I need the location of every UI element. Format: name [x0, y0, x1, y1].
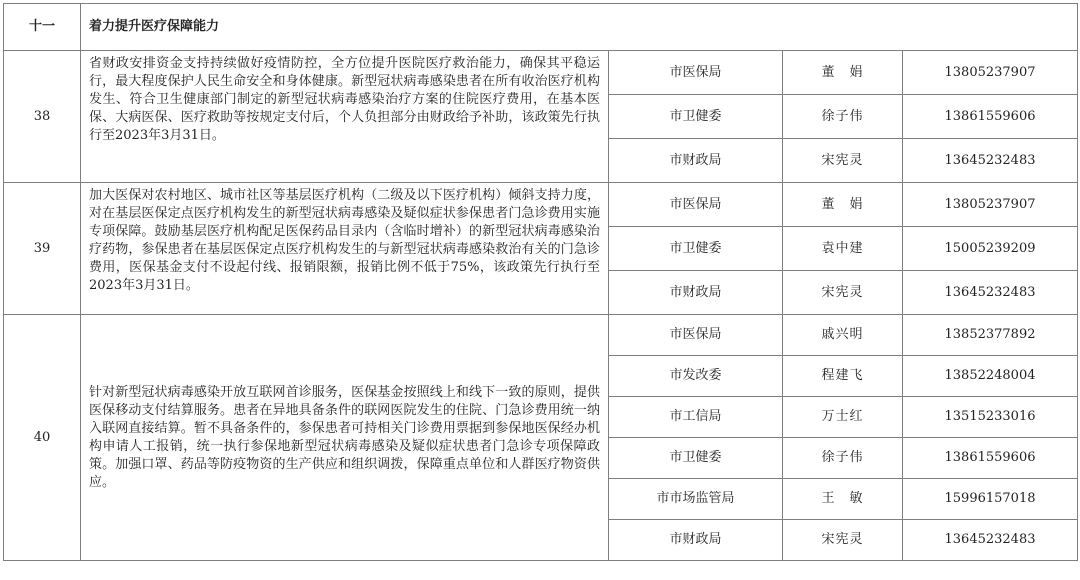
contact-person: 徐子伟	[783, 438, 903, 479]
contact-dept: 市医保局	[609, 315, 783, 356]
contact-person: 董 娟	[783, 183, 903, 227]
contact-dept: 市卫健委	[609, 95, 783, 139]
section-title: 着力提升医疗保障能力	[81, 4, 1078, 51]
contact-phone: 13805237907	[903, 51, 1078, 95]
table-row	[4, 315, 1078, 356]
contact-phone: 13861559606	[903, 438, 1078, 479]
policy-table	[3, 3, 1078, 561]
item-number: 38	[4, 51, 81, 183]
contact-person: 宋宪灵	[783, 139, 903, 183]
contact-person: 程建飞	[783, 356, 903, 397]
item-description: 加大医保对农村地区、城市社区等基层医疗机构（二级及以下医疗机构）倾斜支持力度，对在基层医保定点医疗机构发生的新型冠状病毒感染及疑似症状参保患者门急诊费用实施专项保障。鼓励基层医疗机构配足医保药品目录内（含临时增补）的新型冠状病毒感染治疗药物，参保患者在基层医保定点医疗机构发生的与新型冠状病毒感染救治有关的门急诊费用，医保基金支付不设起付线、报销限额，报销比例不低于75%，该政策先行执行至2023年3月31日。	[81, 183, 609, 315]
contact-dept: 市发改委	[609, 356, 783, 397]
contact-phone: 13861559606	[903, 95, 1078, 139]
contact-phone: 13645232483	[903, 271, 1078, 315]
contact-dept: 市医保局	[609, 51, 783, 95]
contact-phone: 15996157018	[903, 479, 1078, 520]
item-description: 针对新型冠状病毒感染开放互联网首诊服务，医保基金按照线上和线下一致的原则，提供医保移动支付结算服务。患者在异地具备条件的联网医院发生的住院、门急诊费用统一纳入联网直接结算。暂不具备条件的，参保患者可持相关门诊费用票据到参保地医保经办机构申请人工报销，统一执行参保地新型冠状病毒感染及疑似症状患者门急诊专项保障政策。加强口罩、药品等防疫物资的生产供应和组织调拨，保障重点单位和人群医疗物资供应。	[81, 315, 609, 561]
contact-phone: 15005239209	[903, 227, 1078, 271]
contact-person: 戚兴明	[783, 315, 903, 356]
contact-dept: 市卫健委	[609, 227, 783, 271]
section-header-row	[4, 4, 1078, 51]
contact-phone: 13645232483	[903, 520, 1078, 561]
contact-phone: 13805237907	[903, 183, 1078, 227]
contact-dept: 市卫健委	[609, 438, 783, 479]
contact-dept: 市财政局	[609, 520, 783, 561]
contact-person: 袁中建	[783, 227, 903, 271]
contact-dept: 市市场监管局	[609, 479, 783, 520]
table-row	[4, 51, 1078, 95]
contact-dept: 市财政局	[609, 271, 783, 315]
contact-dept: 市财政局	[609, 139, 783, 183]
contact-phone: 13515233016	[903, 397, 1078, 438]
table-row	[4, 183, 1078, 227]
contact-dept: 市医保局	[609, 183, 783, 227]
contact-person: 万士红	[783, 397, 903, 438]
contact-dept: 市工信局	[609, 397, 783, 438]
contact-phone: 13645232483	[903, 139, 1078, 183]
contact-person: 董 娟	[783, 51, 903, 95]
item-description: 省财政安排资金支持持续做好疫情防控，全方位提升医院医疗救治能力，确保其平稳运行，最大程度保护人民生命安全和身体健康。新型冠状病毒感染患者在所有收治医疗机构发生、符合卫生健康部门制定的新型冠状病毒感染治疗方案的住院医疗费用，在基本医保、大病医保、医疗救助等按规定支付后，个人负担部分由财政给予补助，该政策先行执行至2023年3月31日。	[81, 51, 609, 183]
contact-person: 王 敏	[783, 479, 903, 520]
contact-person: 宋宪灵	[783, 520, 903, 561]
contact-person: 徐子伟	[783, 95, 903, 139]
contact-person: 宋宪灵	[783, 271, 903, 315]
item-number: 40	[4, 315, 81, 561]
contact-phone: 13852248004	[903, 356, 1078, 397]
section-number: 十一	[4, 4, 81, 51]
item-number: 39	[4, 183, 81, 315]
contact-phone: 13852377892	[903, 315, 1078, 356]
